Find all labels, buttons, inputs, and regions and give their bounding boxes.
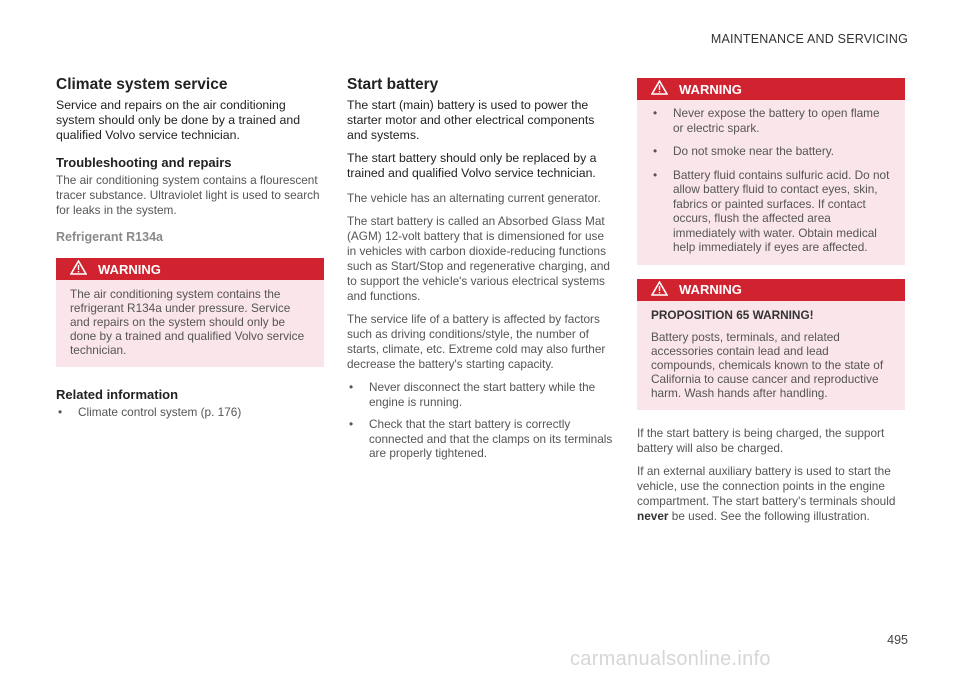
section-header: MAINTENANCE AND SERVICING <box>710 32 908 46</box>
related-list <box>56 405 324 420</box>
climate-column <box>56 76 324 428</box>
battery-intro-2: The start battery should only be replaced by a trained and qualified Volvo service technician. <box>347 151 597 180</box>
related-link[interactable]: • Climate control system (p. 176) <box>56 405 324 420</box>
charging-paragraph-2 <box>637 464 905 524</box>
list-item: • Check that the start battery is correctly connected and that the clamps on its terminals are properly tightened. <box>347 417 615 461</box>
list-item: • Battery fluid contains sulfuric acid. Do not allow battery fluid to contact eyes, skin, fabrics or painted surfaces. If contact occurs, flush the affected area immediately with water. Obtain medical help immediately if eyes are affected. <box>651 168 893 255</box>
climate-title: Climate system service <box>56 76 228 93</box>
watermark: carmanualsonline.info <box>570 648 771 670</box>
related-information-title: Related information <box>56 387 179 402</box>
warning-triangle-icon <box>651 80 669 98</box>
battery-intro-1: The start (main) battery is used to power the starter motor and other electrical components and systems. <box>347 98 595 142</box>
warning-text: Battery posts, terminals, and related accessories contain lead and lead compounds, chemicals known to the state of California to cause cancer and reproductive harm. Wash hands after handling. <box>651 329 884 400</box>
refrigerant-warning-box <box>56 258 324 367</box>
warning-subtitle: PROPOSITION 65 WARNING! <box>651 307 814 322</box>
troubleshooting-text: The air conditioning system contains a flourescent tracer substance. Ultraviolet light is used to search for leaks in the system. <box>56 173 320 217</box>
warning-triangle-icon <box>651 281 669 299</box>
list-item: • Never expose the battery to open flame or electric spark. <box>651 106 893 135</box>
battery-column <box>347 76 615 469</box>
warning-triangle-icon <box>70 260 88 278</box>
battery-bullets <box>347 380 615 461</box>
warning-label: WARNING <box>679 282 742 297</box>
warning-body <box>637 301 905 410</box>
warnings-column <box>637 78 905 532</box>
climate-intro: Service and repairs on the air conditioning system should only be done by a trained and qualified Volvo service technician. <box>56 98 301 142</box>
refrigerant-title: Refrigerant R134a <box>56 230 163 244</box>
warning-label: WARNING <box>98 261 161 277</box>
warning-header <box>637 279 905 301</box>
page-number: 495 <box>887 633 908 647</box>
warning-body <box>56 280 324 367</box>
warning-text: The air conditioning system contains the refrigerant R134a under pressure. Service and repairs on the system should only be done by a trained and qualified Volvo service technician. <box>70 287 305 357</box>
warning-header <box>637 78 905 100</box>
charging-paragraph-1: If the start battery is being charged, the support battery will also be charged. <box>637 425 885 455</box>
battery-paragraph-1: The vehicle has an alternating current generator. <box>347 191 601 205</box>
proposition-65-warning-box <box>637 279 905 410</box>
battery-paragraph-3: The service life of a battery is affected by factors such as driving conditions/style, the number of starts, climate, etc. Extreme cold may also further decrease the battery's starting capacity. <box>347 312 606 371</box>
battery-warning-box <box>637 78 905 265</box>
charging-text-end: be used. See the following illustration. <box>668 508 870 523</box>
warning-body <box>637 100 905 265</box>
emphasis-never: never <box>637 508 669 523</box>
list-item: • Never disconnect the start battery while the engine is running. <box>347 380 615 409</box>
battery-title: Start battery <box>347 76 439 93</box>
list-item: • Do not smoke near the battery. <box>651 144 893 159</box>
warning-list <box>651 106 893 255</box>
warning-header <box>56 258 324 280</box>
battery-paragraph-2: The start battery is called an Absorbed Glass Mat (AGM) 12-volt battery that is dimensioned for use in vehicles with carbon dioxide-reducing functions such as Start/Stop and regenerative charging, and to support the vehicle's various electrical systems and functions. <box>347 214 610 303</box>
charging-text-start: If an external auxiliary battery is used to start the vehicle, use the connection points in the engine compartment. The start battery's terminals should <box>637 463 896 508</box>
troubleshooting-title: Troubleshooting and repairs <box>56 155 232 170</box>
warning-label: WARNING <box>679 81 742 97</box>
